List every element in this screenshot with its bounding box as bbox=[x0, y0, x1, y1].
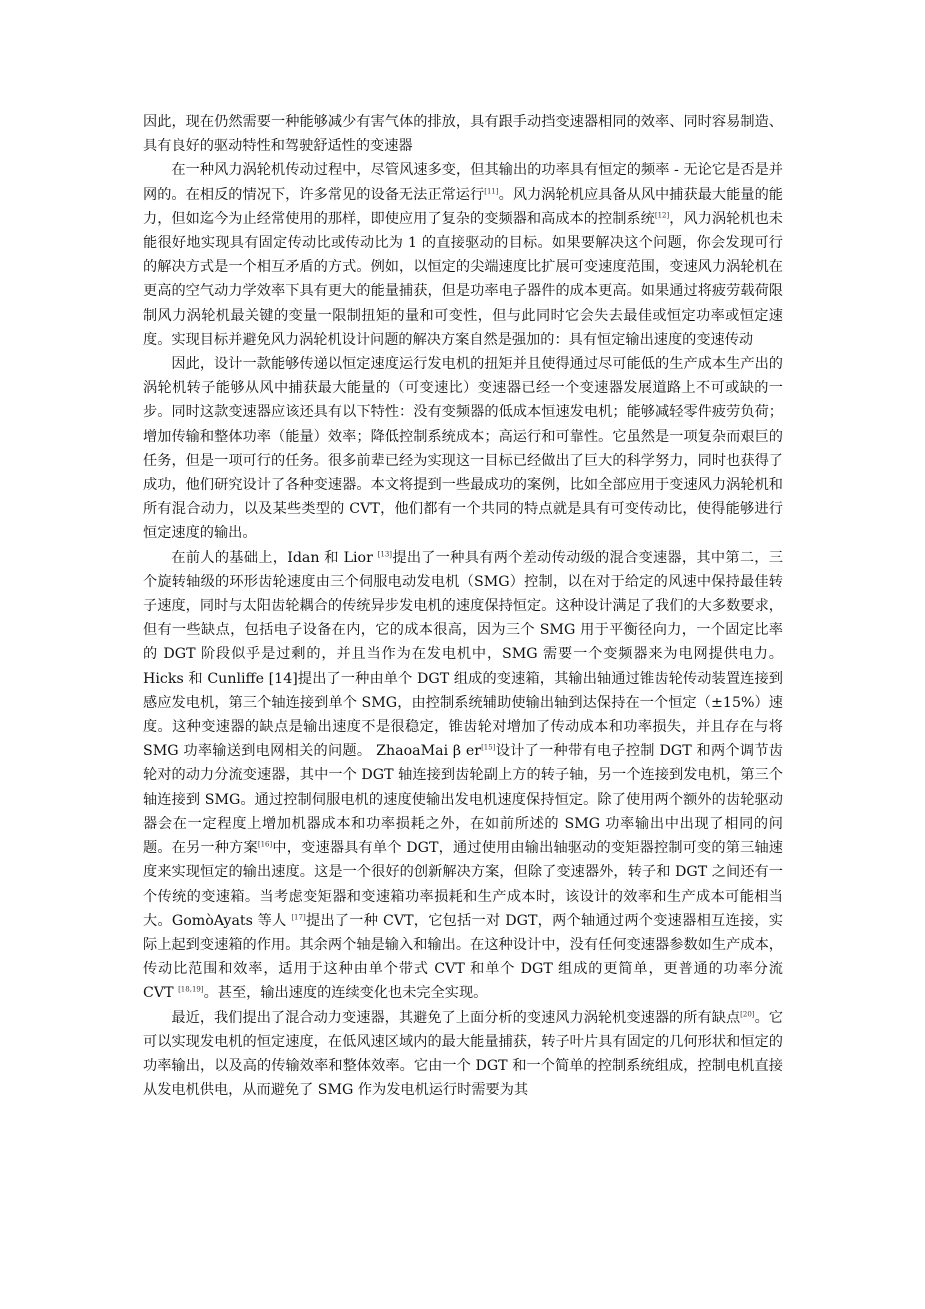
paragraph-2 bbox=[143, 158, 783, 352]
paragraph-text: 在前人的基础上，Idan 和 Lior bbox=[171, 549, 378, 566]
citation-ref: [17] bbox=[291, 912, 306, 921]
paragraph-text: 。甚至，输出速度的连续变化也未完全实现。 bbox=[203, 985, 488, 1002]
paragraph-text: 。它可以实现发电机的恒定速度，在低风速区域内的最大能量捕获，转子叶片具有固定的几何形状和恒定的功率输出，以及高的传输效率和整体效率。它由一个 DGT 和一个简单的控制系统组成，控制电机直接从发电机供电，从而避免了 SMG 作为发电机运行时需要为其 bbox=[143, 1009, 783, 1099]
citation-ref: [13] bbox=[377, 549, 393, 558]
paragraph-4 bbox=[143, 546, 783, 1006]
paragraph-text: 提出了一种 CVT，它包括一对 DGT，两个轴通过两个变速器相互连接，实际上起到变速箱的作用。其余两个轴是输入和输出。在这种设计中，没有任何变速器参数如生产成本，传动比范围和效率，适用于这种由单个带式 CVT 和单个 DGT 组成的更简单，更普通的功率分流 CVT bbox=[143, 912, 783, 1002]
paragraph-text: ，风力涡轮机也未能很好地实现具有固定传动比或传动比为 1 的直接驱动的目标。如果要解决这个问题，你会发现可行的解决方式是一个相互矛盾的方式。例如，以恒定的尖端速度比扩展可变速度范围，变速风力涡轮机在更高的空气动力学效率下具有更大的能量捕获，但是功率电子器件的成本更高。如果通过将疲劳载荷限制风力涡轮机最关键的变量一限制扭矩的量和可变性，但与此同时它会失去最佳或恒定功率或恒定速度。实现目标并避免风力涡轮机设计问题的解决方案自然是强加的：具有恒定输出速度的变速传动 bbox=[143, 210, 783, 348]
document-body bbox=[143, 110, 783, 1102]
paragraph-1 bbox=[143, 110, 783, 158]
citation-ref: [11] bbox=[484, 186, 499, 195]
citation-ref: [15] bbox=[481, 743, 496, 752]
paragraph-text: 因此，设计一款能够传递以恒定速度运行发电机的扭矩并且使得通过尽可能低的生产成本生产出的涡轮机转子能够从风中捕获最大能量的（可变速比）变速器已经一个变速器发展道路上不可或缺的一步。同时这款变速器应该还具有以下特性：没有变频器的低成本恒速发电机；能够减轻零件疲劳负荷；增加传输和整体功率（能量）效率；降低控制系统成本；高运行和可靠性。它虽然是一项复杂而艰巨的任务，但是一项可行的任务。很多前辈已经为实现这一目标已经做出了巨大的科学努力，同时也获得了成功，他们研究设计了各种变速器。本文将提到一些最成功的案例，比如全部应用于变速风力涡轮机和所有混合动力，以及某些类型的 CVT，他们都有一个共同的特点就是具有可变传动比，使得能够进行恒定速度的输出。 bbox=[143, 356, 783, 542]
citation-ref: [16] bbox=[257, 840, 273, 849]
paragraph-3 bbox=[143, 352, 783, 546]
paragraph-5 bbox=[143, 1006, 783, 1103]
paragraph-text: 因此，现在仍然需要一种能够减少有害气体的排放，具有跟手动挡变速器相同的效率、同时容易制造、具有良好的驱动特性和驾驶舒适性的变速器 bbox=[143, 114, 783, 155]
paragraph-text: 。风力涡轮机应具备从风中捕获最大能量的能力，但如迄今为止经常使用的那样，即使应用了复杂的变频器和高成本的控制系统 bbox=[143, 186, 783, 227]
paragraph-text: 在一种风力涡轮机传动过程中，尽管风速多变，但其输出的功率具有恒定的频率 - 无论它是否是并网的。在相反的情况下，许多常见的设备无法正常运行 bbox=[143, 162, 783, 203]
citation-ref: [12] bbox=[654, 211, 670, 220]
citation-ref: [20] bbox=[740, 1009, 755, 1018]
paragraph-text: 提出了一种具有两个差动传动级的混合变速器，其中第二，三个旋转轴级的环形齿轮速度由三个伺服电动发电机（SMG）控制，以在对于给定的风速中保持最佳转子速度，同时与太阳齿轮耦合的传统异步发电机的速度保持恒定。这种设计满足了我们的大多数要求，但有一些缺点，包括电子设备在内，它的成本很高，因为三个 SMG 用于平衡径向力，一个固定比率的 DGT 阶段似乎是过剩的，并且当作为在发电机中，SMG 需要一个变频器来为电网提供电力。 Hicks 和 Cunliffe [14]提出了一种由单个 DGT 组成的变速箱，其输出轴通过锥齿轮传动装置连接到感应发电机，第三个轴连接到单个 SMG，由控制系统辅助使输出轴到达保持在一个恒定（±15%）速度。这种变速器的缺点是输出速度不是很稳定，锥齿轮对增加了传动成本和功率损失，并且存在与将 SMG 功率输送到电网相关的问题。 ZhaoaMai β er bbox=[143, 549, 783, 760]
paragraph-text: 最近，我们提出了混合动力变速器，其避免了上面分析的变速风力涡轮机变速器的所有缺点 bbox=[171, 1009, 741, 1026]
paragraph-text: 设计了一种带有电子控制 DGT 和两个调节齿轮对的动力分流变速器，其中一个 DGT 轴连接到齿轮副上方的转子轴，另一个连接到发电机，第三个轴连接到 SMG。通过控制伺服电机的速度使输出发电机速度保持恒定。除了使用两个额外的齿轮驱动器会在一定程度上增加机器成本和功率损耗之外，在如前所述的 SMG 功率输出中出现了相同的问题。在另一种方案 bbox=[143, 743, 783, 857]
paragraph-text: 中，变速器具有单个 DGT，通过使用由输出轴驱动的变矩器控制可变的第三轴速度来实现恒定的输出速度。这是一个很好的创新解决方案，但除了变速器外，转子和 DGT 之间还有一个传统的变速箱。当考虑变矩器和变速箱功率损耗和生产成本时，该设计的效率和生产成本可能相当大。GomòAyats 等人 bbox=[143, 840, 783, 929]
citation-ref: [18,19] bbox=[178, 985, 204, 994]
